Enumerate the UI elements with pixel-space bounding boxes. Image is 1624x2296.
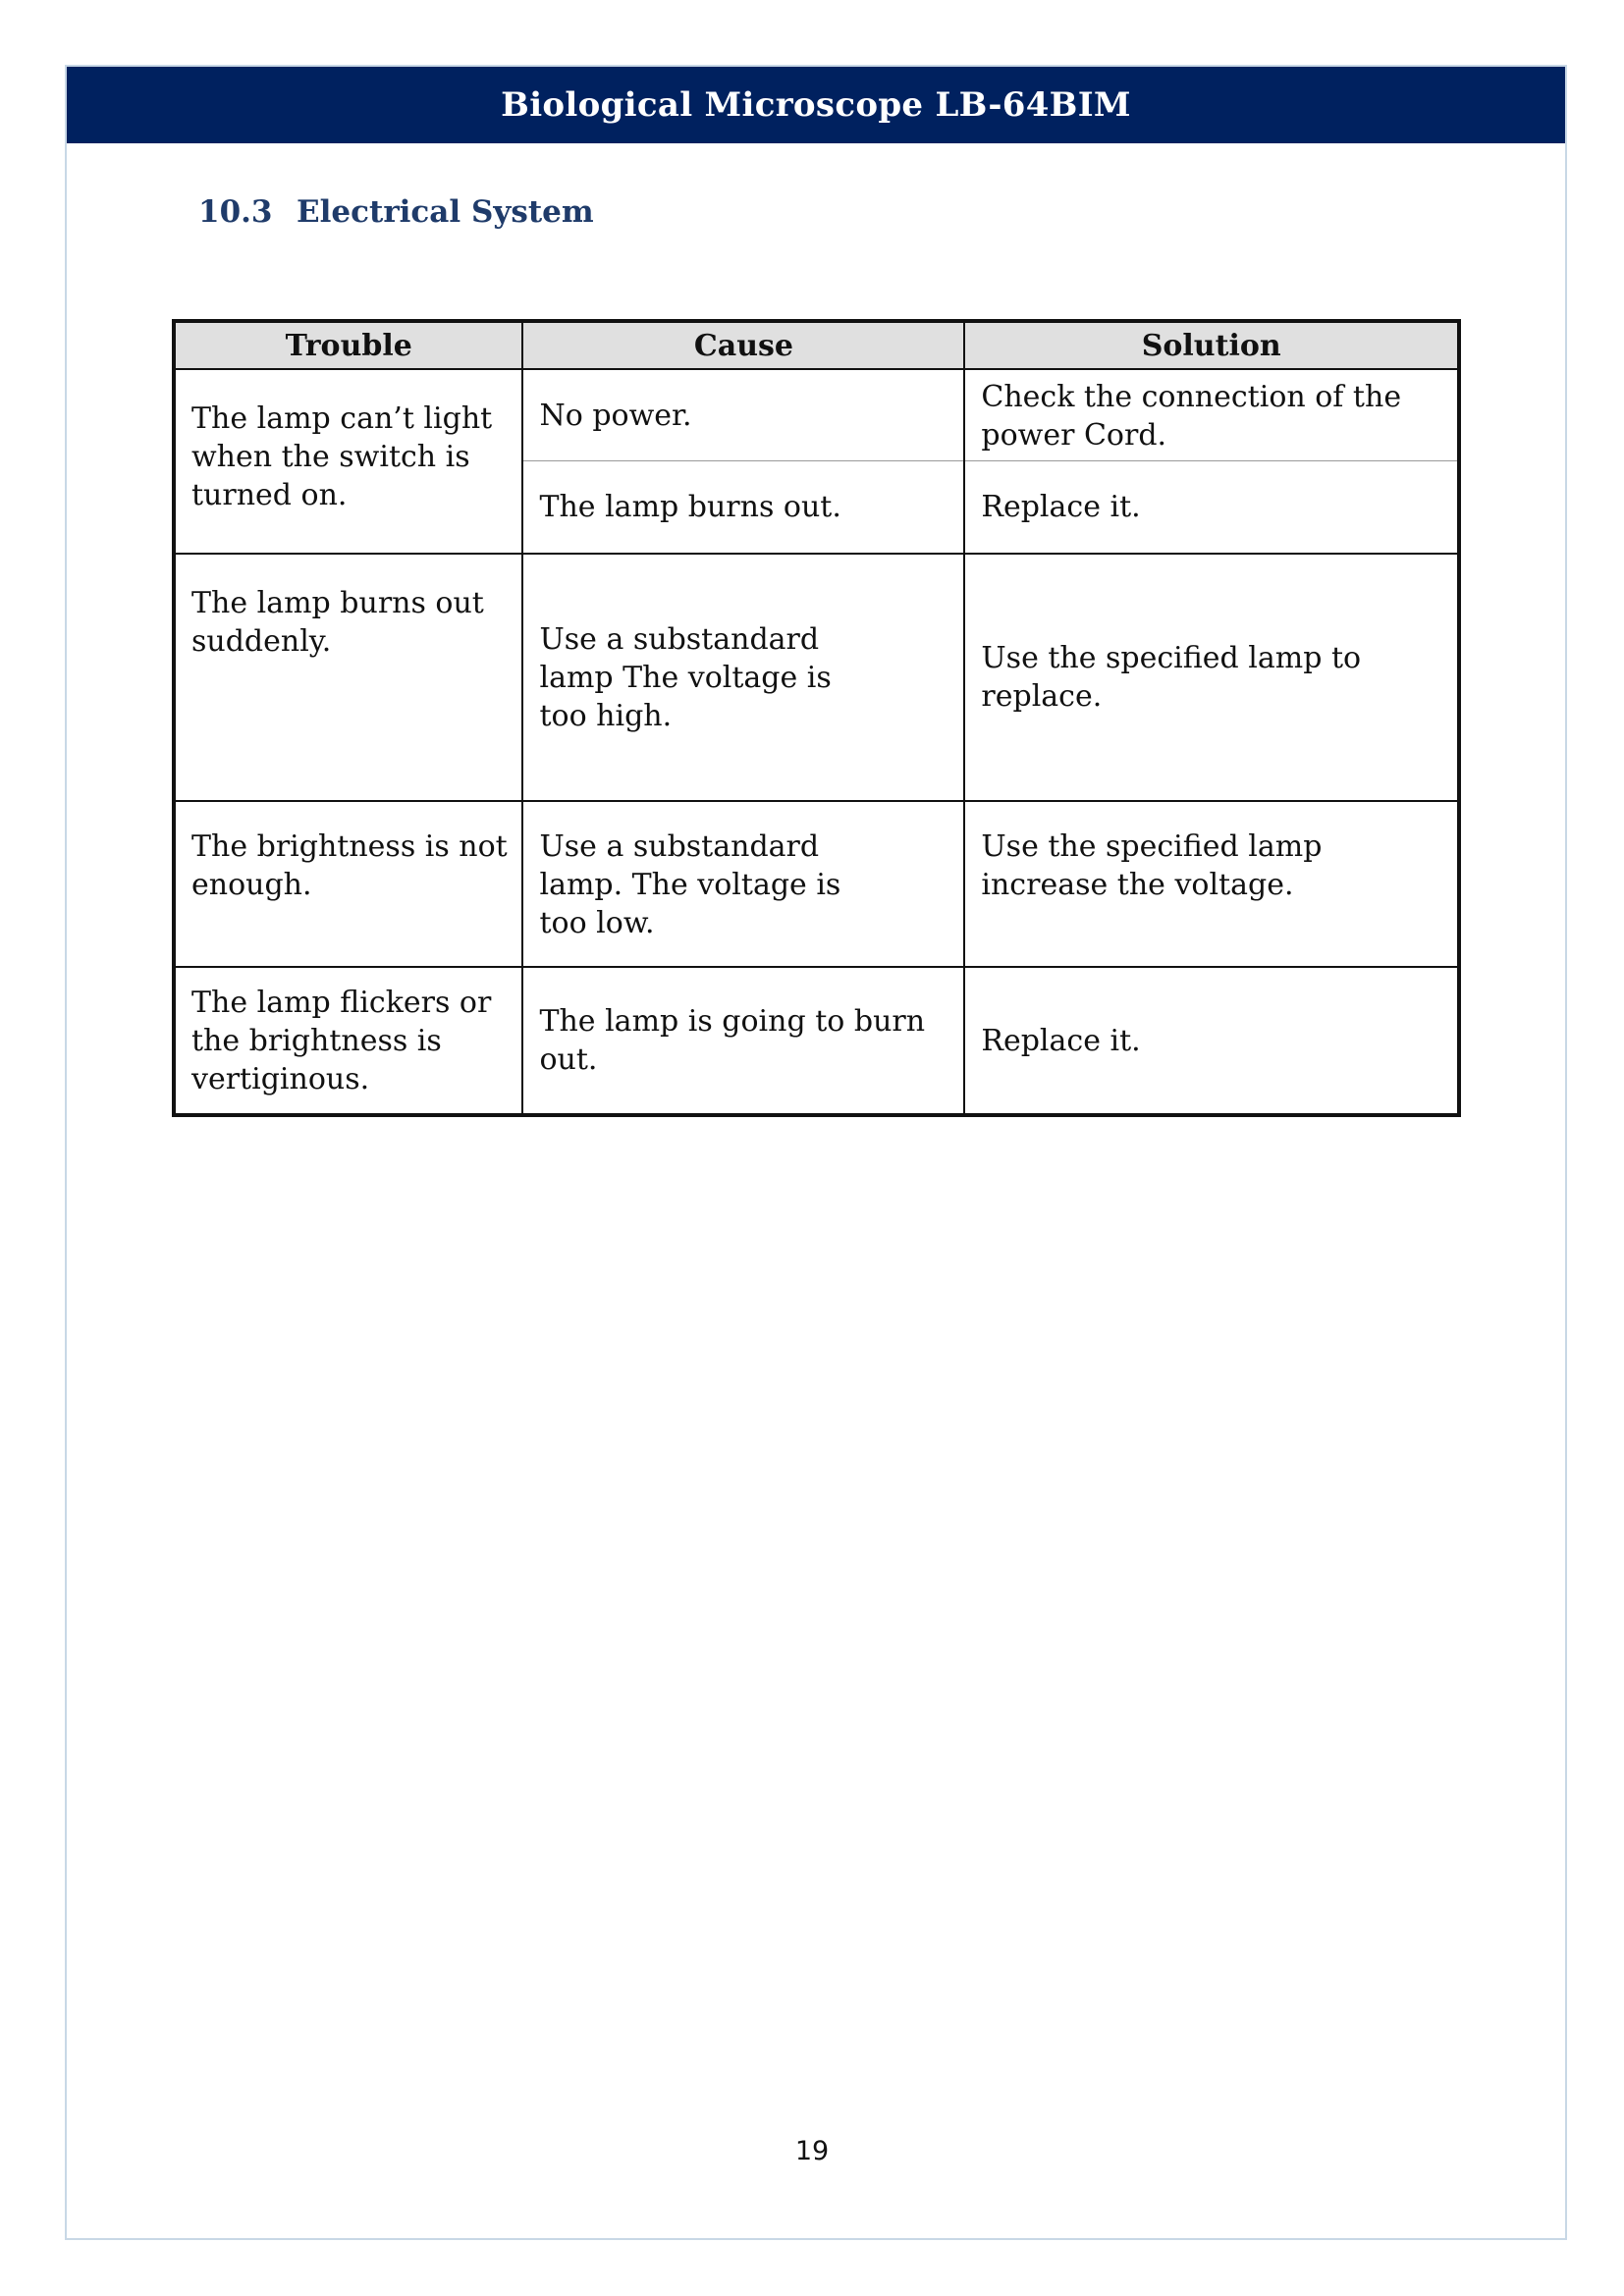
document-title: Biological Microscope LB-64BIM (501, 85, 1131, 125)
section-title: Electrical System (297, 194, 594, 230)
document-header-bar (67, 67, 1565, 143)
troubleshooting-table (172, 319, 1461, 1117)
trouble-cell: The brightness is not enough. (174, 801, 522, 967)
table-row (174, 801, 1459, 967)
solution-cell: Use the specified lamp increase the voltage. (964, 801, 1459, 967)
solution-cell: Replace it. (964, 461, 1459, 555)
trouble-cell: The lamp burns out suddenly. (174, 554, 522, 801)
page-number: 19 (794, 2136, 830, 2166)
section-heading (198, 194, 594, 230)
solution-cell: Use the specified lamp to replace. (964, 554, 1459, 801)
trouble-cell: The lamp can’t light when the switch is turned on. (174, 369, 522, 554)
table-row (174, 967, 1459, 1115)
section-number: 10.3 (198, 194, 273, 230)
trouble-cell: The lamp flickers or the brightness is vertiginous. (174, 967, 522, 1115)
cause-cell: The lamp burns out. (522, 461, 964, 555)
column-header-trouble: Trouble (174, 321, 522, 369)
solution-cell: Check the connection of the power Cord. (964, 369, 1459, 461)
cause-cell: No power. (522, 369, 964, 461)
cause-cell: Use a substandard lamp. The voltage is too low. (522, 801, 964, 967)
solution-cell: Replace it. (964, 967, 1459, 1115)
table-row (174, 554, 1459, 801)
column-header-cause: Cause (522, 321, 964, 369)
column-header-solution: Solution (964, 321, 1459, 369)
table-row (174, 369, 1459, 461)
table-header-row (174, 321, 1459, 369)
cause-cell: The lamp is going to burn out. (522, 967, 964, 1115)
cause-cell: Use a substandard lamp The voltage is too high. (522, 554, 964, 801)
